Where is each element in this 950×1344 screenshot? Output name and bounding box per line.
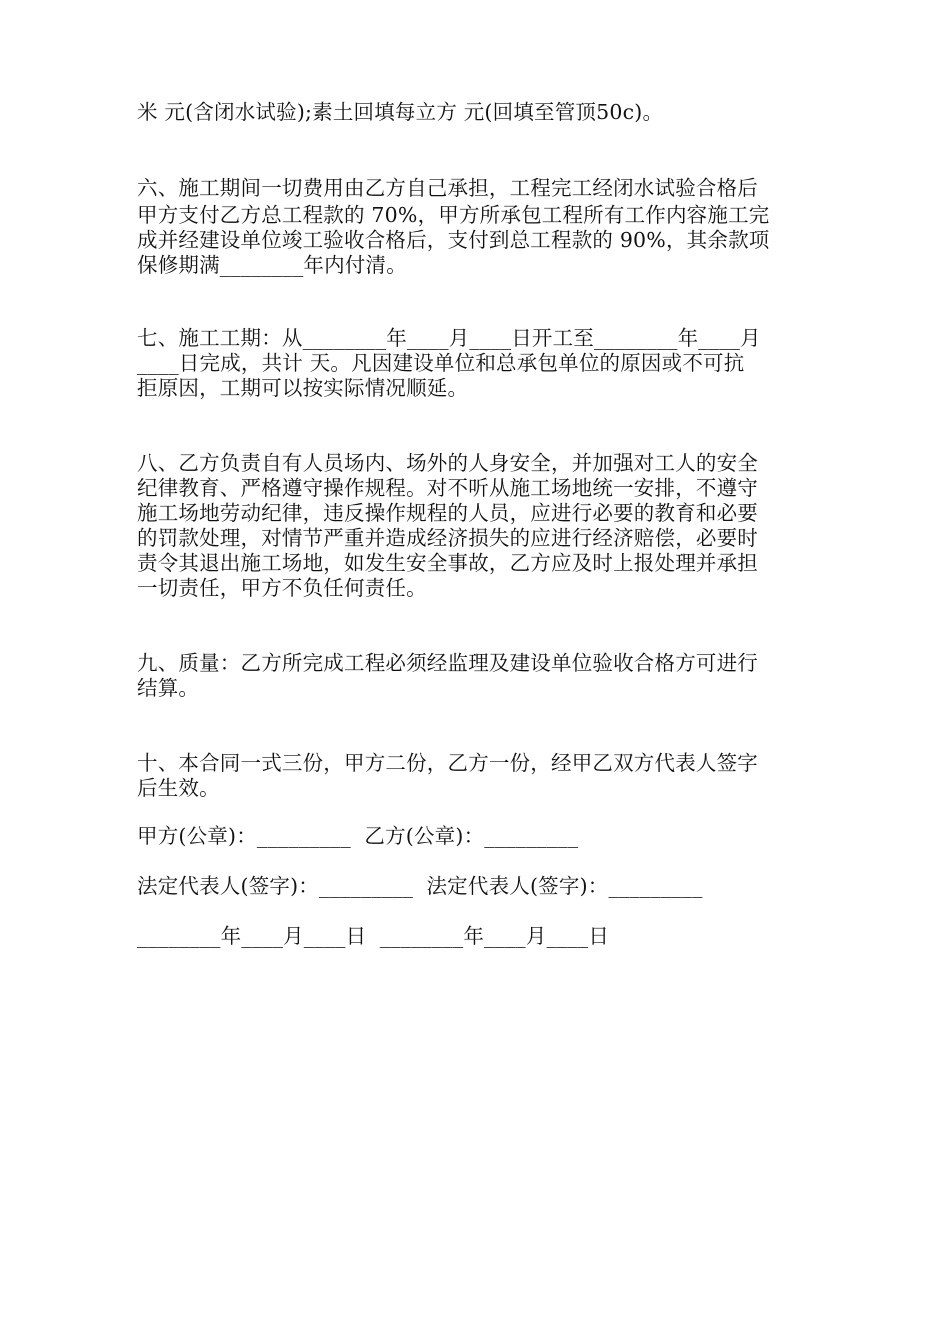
clause-6-line-3: 成并经建设单位竣工验收合格后，支付到总工程款的 90%，其余款项 [137, 228, 770, 252]
clause-8-line-6: 一切责任，甲方不负任何责任。 [137, 576, 427, 600]
clause-8-line-3: 施工场地劳动纪律，违反操作规程的人员，应进行必要的教育和必要 [137, 501, 758, 525]
clause-8-line-2: 纪律教育、严格遵守操作规程。对不听从施工场地统一安排，不遵守 [137, 476, 758, 500]
clause-9-line-1: 九、质量：乙方所完成工程必须经监理及建设单位验收合格方可进行 [137, 651, 758, 675]
clause-6-line-1: 六、施工期间一切费用由乙方自己承担，工程完工经闭水试验合格后 [137, 176, 758, 200]
clause-9-line-2: 结算。 [137, 676, 200, 700]
signature-seal-line: 甲方(公章)：_________ 乙方(公章)：_________ [137, 824, 579, 848]
clause-7-line-2: ____日完成，共计 天。凡因建设单位和总承包单位的原因或不可抗 [137, 351, 745, 375]
clause-10-line-2: 后生效。 [137, 776, 220, 800]
clause-7-line-3: 拒原因，工期可以按实际情况顺延。 [137, 376, 469, 400]
signature-representative-line: 法定代表人(签字)：_________ 法定代表人(签字)：_________ [137, 874, 703, 898]
clause-10-line-1: 十、本合同一式三份，甲方二份，乙方一份，经甲乙双方代表人签字 [137, 751, 758, 775]
clause-8-line-4: 的罚款处理，对情节严重并造成经济损失的应进行经济赔偿，必要时 [137, 526, 758, 550]
clause-8-line-1: 八、乙方负责自有人员场内、场外的人身安全，并加强对工人的安全 [137, 451, 758, 475]
clause-6-line-2: 甲方支付乙方总工程款的 70%，甲方所承包工程所有工作内容施工完 [137, 203, 770, 227]
signature-date-line: ________年____月____日 ________年____月____日 [137, 924, 610, 948]
clause-6-line-4: 保修期满________年内付清。 [137, 253, 407, 277]
clause-7-line-1: 七、施工工期：从________年____月____日开工至________年____月 [137, 326, 761, 350]
intro-line: 米 元(含闭水试验);素土回填每立方 元(回填至管顶50c)。 [137, 100, 664, 124]
clause-8-line-5: 责令其退出施工场地，如发生安全事故，乙方应及时上报处理并承担 [137, 551, 758, 575]
